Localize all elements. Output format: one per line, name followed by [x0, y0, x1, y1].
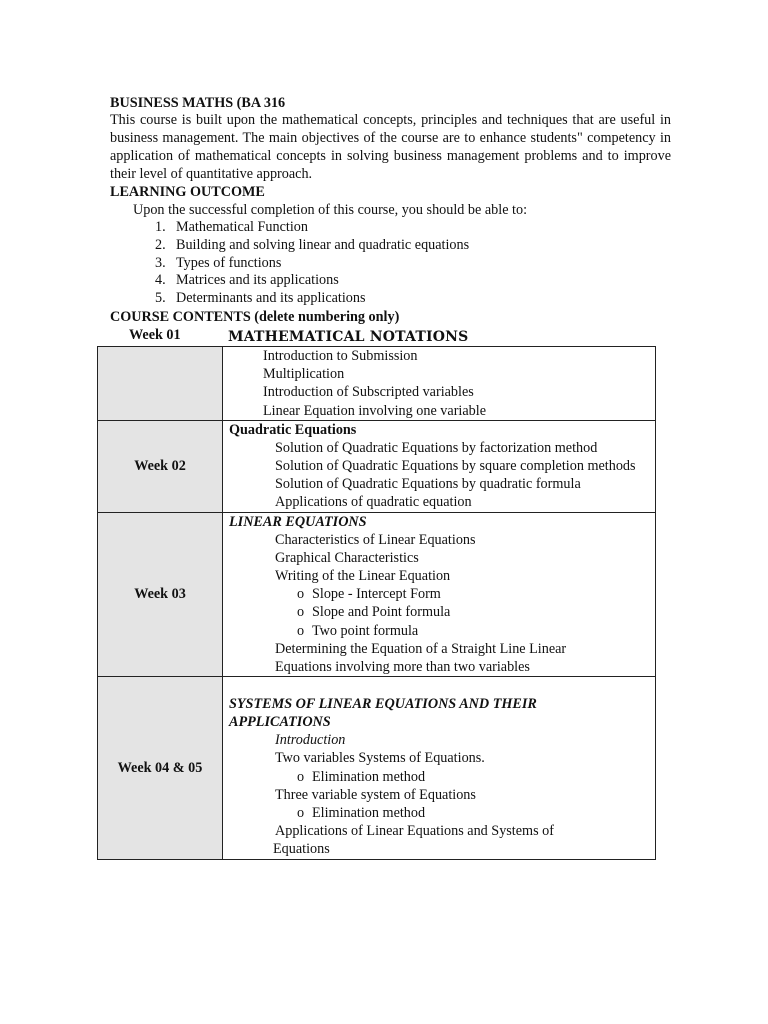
- topic-item: Equations: [273, 841, 330, 858]
- sub-topic-text: Slope and Point formula: [312, 604, 451, 621]
- week-01-title: MATHEMATICAL NOTATIONS: [228, 329, 469, 345]
- week-cell: Week 04 & 05: [98, 677, 223, 859]
- learning-outcome-heading: LEARNING OUTCOME: [110, 184, 265, 200]
- sub-topic-item: [229, 622, 636, 640]
- content-cell: [223, 677, 656, 859]
- list-text: Matrices and its applications: [176, 272, 339, 289]
- bullet-icon: o: [297, 586, 305, 603]
- content-cell: [223, 347, 656, 421]
- list-number: 3.: [155, 254, 166, 271]
- list-number: 5.: [155, 290, 166, 307]
- topic-item: Multiplication: [263, 366, 345, 383]
- week-01-label: Week 01: [129, 327, 181, 343]
- course-intro: This course is built upon the mathematical concepts, principles and techniques that are useful in business management. The main objectives of the course are to enhance students" competency in application of mathematical concepts in solving business management problems and to improve their level of quantitative approach.: [110, 112, 671, 182]
- bullet-icon: o: [297, 804, 305, 821]
- topic-item: Writing of the Linear Equation: [275, 568, 451, 585]
- section-title: SYSTEMS OF LINEAR EQUATIONS AND THEIR APPLICATIONS: [229, 696, 537, 731]
- course-contents-table: [97, 346, 656, 860]
- topic-item: Introduction to Submission: [263, 348, 418, 364]
- section-title: LINEAR EQUATIONS: [229, 513, 367, 530]
- bullet-icon: o: [297, 768, 305, 785]
- list-number: 2.: [155, 236, 166, 253]
- week-cell: [98, 347, 223, 421]
- list-item: [155, 271, 469, 289]
- topic-item: Graphical Characteristics: [275, 549, 419, 566]
- topic-item: Three variable system of Equations: [275, 786, 476, 803]
- table-row: [98, 677, 656, 859]
- sub-topic-text: Two point formula: [312, 622, 419, 639]
- bullet-icon: o: [297, 604, 305, 621]
- course-title: BUSINESS MATHS (BA 316: [110, 95, 286, 111]
- sub-topic-text: Elimination method: [312, 768, 426, 785]
- topic-item: Applications of Linear Equations and Systems of: [275, 823, 554, 840]
- list-text: Building and solving linear and quadratic equations: [176, 236, 470, 253]
- sub-topic-text: Elimination method: [312, 804, 426, 821]
- topic-item: Introduction: [275, 732, 346, 749]
- topic-item: Solution of Quadratic Equations by factorization method: [275, 439, 598, 456]
- section-title: Quadratic Equations: [229, 421, 357, 438]
- topic-item: Solution of Quadratic Equations by quadratic formula: [275, 476, 581, 493]
- table-row: [98, 347, 656, 421]
- bullet-icon: o: [297, 622, 305, 639]
- table-row: [98, 420, 656, 512]
- list-text: Mathematical Function: [176, 219, 308, 235]
- table-row: [98, 512, 656, 677]
- topic-item: Characteristics of Linear Equations: [275, 531, 476, 548]
- topic-item: Solution of Quadratic Equations by square completion methods: [275, 458, 636, 475]
- sub-topic-item: [229, 768, 636, 786]
- spacer: [229, 677, 636, 695]
- topic-item: Linear Equation involving one variable: [263, 402, 486, 419]
- sub-topic-text: Slope - Intercept Form: [312, 586, 441, 603]
- list-number: 1.: [155, 219, 166, 235]
- course-contents-heading: COURSE CONTENTS (delete numbering only): [110, 309, 400, 325]
- sub-topic-item: [229, 603, 636, 621]
- content-cell: [223, 420, 656, 512]
- list-number: 4.: [155, 272, 166, 289]
- learning-outcome-list: [155, 218, 469, 307]
- list-item: [155, 289, 469, 307]
- list-item: [155, 218, 469, 236]
- sub-topic-item: [229, 585, 636, 603]
- topic-item: Equations involving more than two variables: [275, 659, 530, 675]
- content-cell: [223, 512, 656, 677]
- list-text: Types of functions: [176, 254, 282, 271]
- topic-item: Applications of quadratic equation: [275, 494, 472, 511]
- list-text: Determinants and its applications: [176, 290, 366, 307]
- list-item: [155, 254, 469, 272]
- topic-item: Determining the Equation of a Straight Line Linear: [275, 640, 567, 657]
- sub-topic-item: [229, 804, 636, 822]
- week-cell: Week 03: [98, 512, 223, 677]
- learning-outcome-lead: Upon the successful completion of this course, you should be able to:: [133, 202, 528, 218]
- week-cell: Week 02: [98, 420, 223, 512]
- list-item: [155, 236, 469, 254]
- topic-item: Two variables Systems of Equations.: [275, 750, 485, 767]
- topic-item: Introduction of Subscripted variables: [263, 384, 474, 401]
